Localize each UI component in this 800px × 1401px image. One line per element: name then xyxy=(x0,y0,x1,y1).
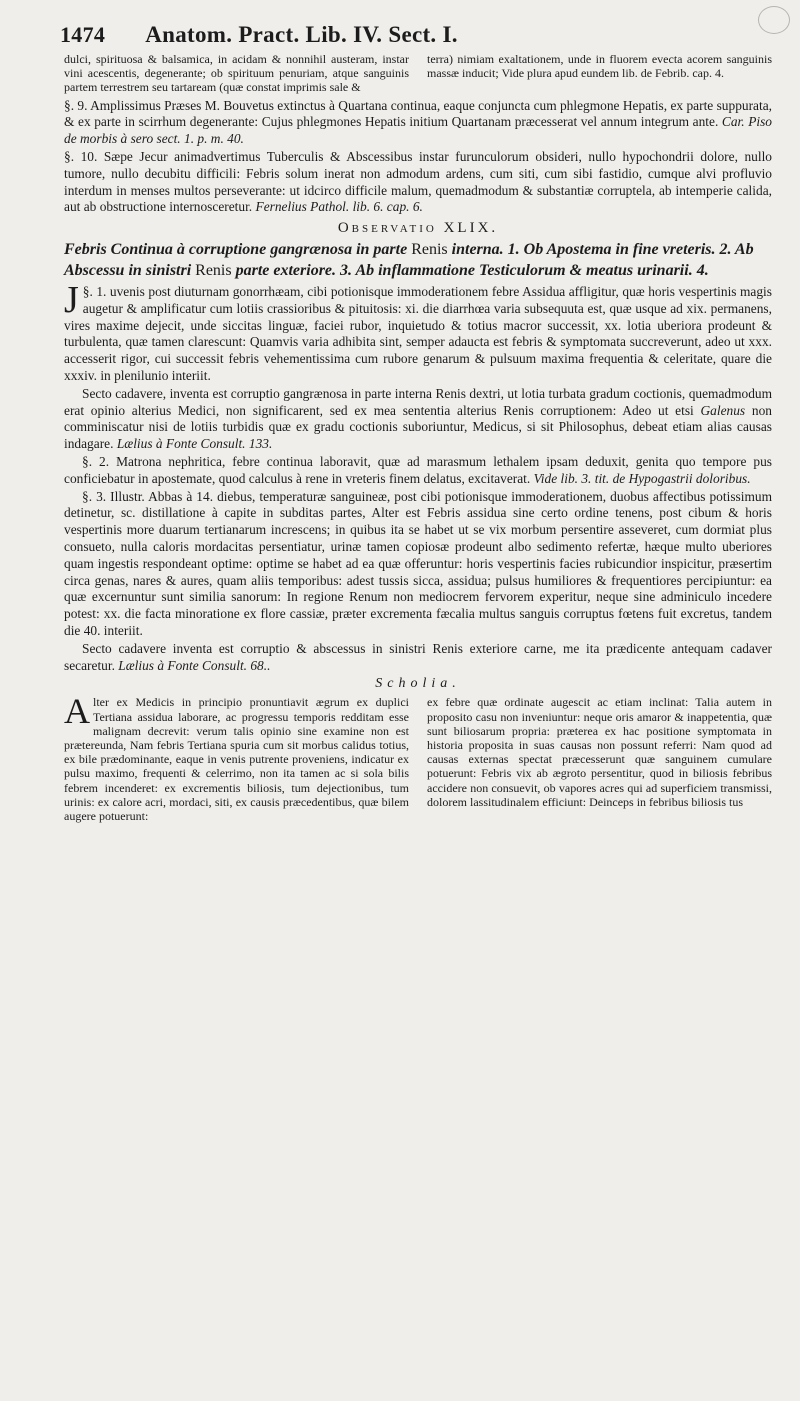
obs-section-1-text: uvenis post diuturnam gonorrhæam, cibi potionisque immoderationem febre Assidua affligitur, quæ horis vespertinis magis augetur & amplificatur cum lotiis crassioribus & pituitosis: xi. die diarrhœa varia subsequuta est, quæ usque ad xix. permanens, vires maxime dejecit, unde siccitas linguæ, faciei rubor, inquietudo & totius macror successit, xx. lotia uberiora prodeunt & turbulenta, quæ tamen clarescunt: Quamvis varia adhibita sint, semper adaucta est febris & symptomata succreverunt, adeo ut xxx. accesserit rigor, cui successit febris vehementissima cum rubore genarum & pulsuum maxima frequentia & celeritate, quare die xxxiv. in plenilunio interiit. xyxy=(64,283,772,383)
obs-section-3-label: §. 3. xyxy=(82,488,107,504)
section-10 xyxy=(64,149,772,216)
observation-section-1 xyxy=(64,278,772,385)
observation-title: Observatio XLIX. xyxy=(337,220,499,237)
library-stamp xyxy=(758,6,790,34)
section-9-citation: Car. Piso de morbis à sero sect. 1. p. m. 40. xyxy=(64,114,772,147)
top-column-right: terra) nimiam exaltationem, unde in fluorem evecta acorem sanguinis massæ inducit; Vide plura apud eundem lib. de Febrib. cap. 4. xyxy=(427,52,772,81)
subtitle-part-d: Renis xyxy=(195,261,232,279)
scholia-right-column: ex febre quæ ordinate augescit ac etiam inclinat: Talia autem in proposito casu non inveniuntur: neque oris amaror & inappetentia, quæ sunt biliosarum propria: præterea ex hac positione symptomata in historia proposita in suas causas non possunt referri: Nam quod ad causas externas spectat præcesserunt quæ sanguinem cumulare potuerunt: Febris vix ab ægroto persentitur, quod in biliosis febribus accidere non consuevit, ob vapores acres qui ad superficiem transmissi, dolorem lassitudinalem efficiunt: Deinceps in febribus biliosis tus xyxy=(427,695,772,809)
scholia-title: Scholia. xyxy=(375,676,461,692)
obs-section-2-text: Matrona nephritica, febre continua laboravit, quæ ad marasmum lethalem ipsam deduxit, genita quo tempore pus conficiebatur in apostemate, quod calculus à rene in vreteris finem delatus, excitaverat. xyxy=(64,453,772,486)
observation-section-3 xyxy=(64,489,772,640)
page-number: 1474 xyxy=(60,22,106,47)
obs-section-1-citation: Lælius à Fonte Consult. 133. xyxy=(116,436,273,452)
section-10-text: Sæpe Jecur animadvertimus Tuberculis & Abscessibus instar furunculorum obsideri, nullo hypochondrii dolore, nullo tumore, nullo decubitu difficili: Febris solum inerat non admodum ardens, cum siti, cum sibi fastidio, cumque alvi profluvio interdum in menses multos perseverante: ut idcirco difficile malum, quemadmodum & substantiæ corruptela, ab intemperie calida, aut ab obstructione internosceretur. xyxy=(64,149,772,215)
obs-section-1-text2: Secto cadavere, inventa est corruptio gangrænosa in parte interna Renis dextri, ut lotia turbata gradum coctionis, quemadmodum erat opinio alterius Medici, non significarent, sed ex mea sententia alterius Renis corruptionem: Adeo ut etsi xyxy=(64,385,772,418)
obs-section-3-citation: Lælius à Fonte Consult. 68.. xyxy=(118,657,271,673)
running-title: Anatom. Pract. Lib. IV. Sect. I. xyxy=(145,22,458,47)
observation-section-2 xyxy=(64,454,772,488)
running-header xyxy=(60,22,772,52)
section-10-label: §. 10. xyxy=(64,149,98,164)
obs-section-2-citation: Vide lib. 3. tit. de Hypogastrii doloribus. xyxy=(533,470,751,486)
section-9-label: §. 9. xyxy=(64,97,88,113)
subtitle-part-c: interna. 1. Ob Apostema in fine vreteris. 2. Ab Abscessu in sinistri xyxy=(64,240,754,279)
section-9 xyxy=(64,98,772,148)
observation-section-3-continued xyxy=(64,641,772,675)
drop-cap: J xyxy=(64,278,79,321)
scholia-left-text: lter ex Medicis in principio pronuntiavit ægrum ex duplici Tertiana assidua laborare, ac progressu temporis redditam esse malignam decrevit: verum talis opinio sine examine non est prætereunda, Nam febris Tertiana spuria cum sit morbus calidus totius, ex bile prædominante, eaque in venis putrente proveniens, indicatur ex pulsu maximo, frequenti & celerrimo, non ita tamen ac si sola bilis febrem incenderet: ex excrementis biliosis, tum dejectionibus, tum urinis: ex calore acri, mordaci, siti, ex causis præcedentibus, quæ bilem augere potuerunt: xyxy=(64,695,409,823)
section-10-citation: Fernelius Pathol. lib. 6. cap. 6. xyxy=(255,199,423,215)
obs-section-3-text: Illustr. Abbas à 14. diebus, temperaturæ sanguineæ, post cibi potionisque immoderationem, duobus affectibus potissimum detinetur, sc. distillatione à capite in subditas partes, Alter est Febris assidua sine certo ordine tenens, post cibum & horis vespertinis more duarum tertianarum increscens; in quibus ita se habet ut se vix morbum persentire asseveret, cum dormiat plus consueto, nulla caloris mordacitas persentiatur, urinæ tamen copiosæ prodeunt albo sedimento refertæ, hæque multo uberiores quam ingestis respondeant optime: optime se habet ad ea quæ offeruntur: horis vespertinis facies rubicundior inspicitur, præsertim circa genas, nares & aures, quam aliis temporibus: adest tussis sicca, assidua; pulsus humiliores & frequentiores percipiuntur: ea quæ excernuntur sunt similia sanorum: In regione Renum non mediocrem fervorem experitur, neque sine adminiculo incedere potest: xx. die facta minoratione ex flore cassiæ, præter excrementa fæcalia multus sanguis corruptus fœtens fuit excretus, tandem die 40. interiit. xyxy=(64,488,772,638)
subtitle-part-b: Renis xyxy=(411,240,448,258)
scholia-columns xyxy=(64,691,772,823)
obs-section-2-label: §. 2. xyxy=(82,453,110,469)
subtitle-part-e: parte exteriore. 3. Ab inflammatione Testiculorum & meatus urinarii. 4. xyxy=(235,261,709,279)
top-columns xyxy=(64,52,772,95)
subtitle-part-a: Febris Continua à corruptione gangrænosa in parte xyxy=(64,240,408,258)
obs-section-3-text2: Secto cadavere inventa est corruptio & abscessus in sinistri Renis exteriore carne, me ita prædicente antequam cadaver secaretur. xyxy=(64,640,772,673)
scholia-left-column xyxy=(64,691,409,823)
obs-section-1-label: §. 1. xyxy=(82,283,107,299)
obs-section-1-text3: non comminiscatur nisi de lotiis turbidis quæ ex gradu coctionis suboriuntur, Medicus, si sit Philosophus, debeat etiam alias causas indagare. xyxy=(64,402,772,452)
section-9-text: Amplissimus Præses M. Bouvetus extinctus à Quartana continua, eaque conjuncta cum phlegmone Hepatis, ex parte suppurata, & ex parte in scirrhum degenerante: Cujus phlegmones Hepatis initium Quartanam præcesserat vel annum integrum ante. xyxy=(64,97,773,130)
observation-subtitle xyxy=(64,239,772,281)
obs-section-1-galenus: Galenus xyxy=(700,402,746,418)
observation-section-1-continued xyxy=(64,386,772,453)
scholia-drop-cap: A xyxy=(64,691,90,732)
top-column-left: dulci, spirituosa & balsamica, in acidam & nonnihil austeram, instar vini acescentis, degenerante; ob spirituum penuriam, atque sanguinis partem terrestrem seu tartaream (quæ constat imprimis sale & xyxy=(64,52,409,95)
main-text xyxy=(64,98,772,675)
